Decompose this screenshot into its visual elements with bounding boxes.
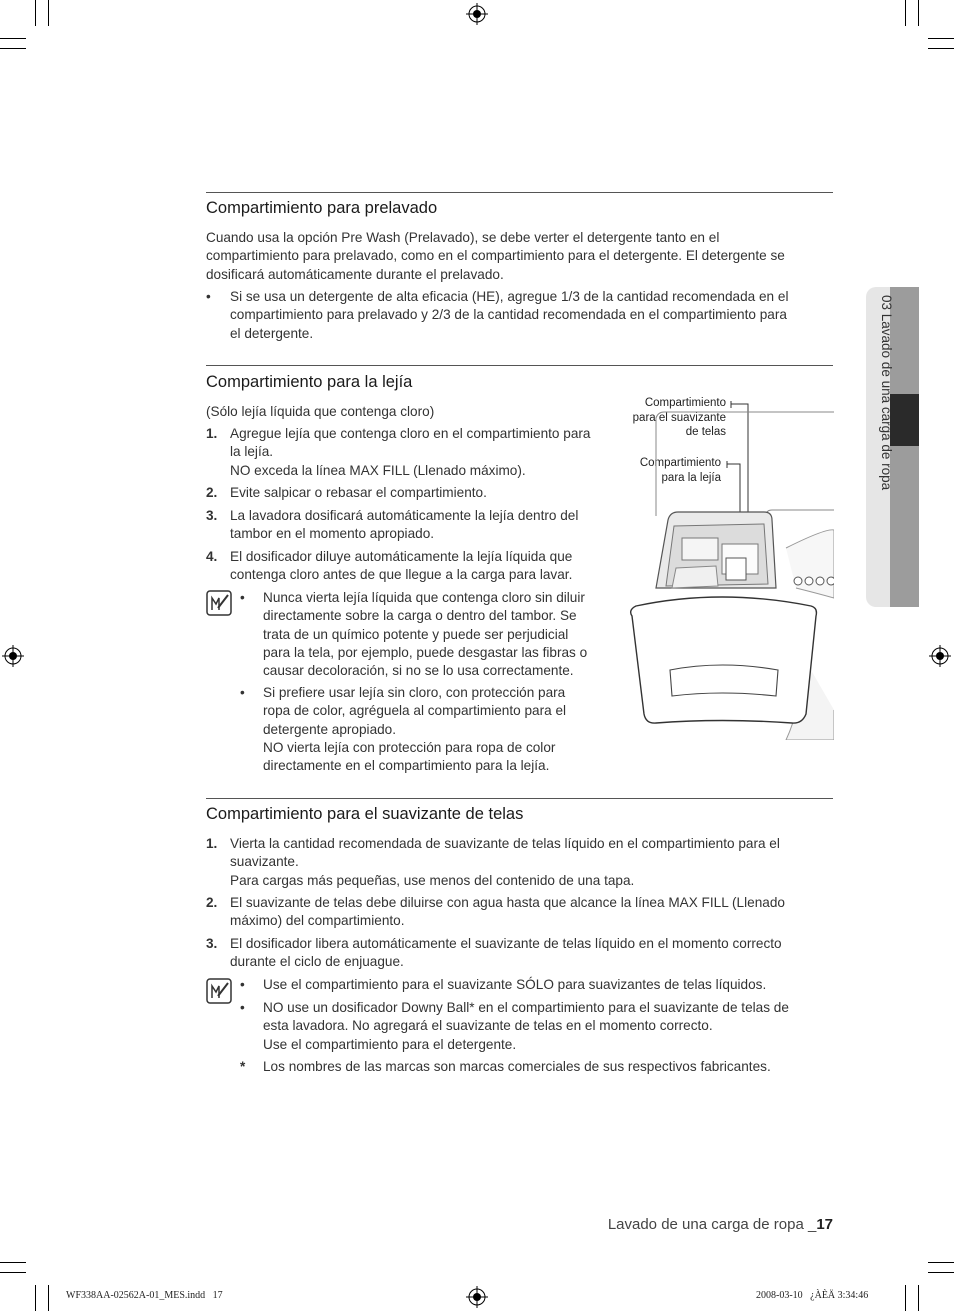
softener-step: Vierta la cantidad recomendada de suavizante de telas líquido en el compartimiento para el suavizante. Para cargas más pequeñas, use menos del contenido de una tapa. (230, 836, 780, 888)
bullet-marker: • (240, 590, 245, 605)
prewash-bullet: Si se usa un detergente de alta eficacia (HE), agregue 1/3 de la cantidad recomendada en el compartimiento para prelavado y 2/3 de la cantidad recomendada en el compartimiento para el detergente. (230, 289, 789, 341)
side-tab-dark-block (890, 394, 919, 446)
section-heading-bleach: Compartimiento para la lejía (206, 373, 413, 391)
registration-mark-icon (466, 1286, 488, 1308)
footnote: Los nombres de las marcas son marcas comerciales de sus respectivos fabricantes. (263, 1059, 771, 1074)
bullet-marker: • (206, 289, 211, 304)
bullet-marker: • (240, 685, 245, 700)
section-divider (206, 365, 833, 366)
bleach-note: Si prefiere usar lejía sin cloro, con protección para ropa de color, agréguela al compartimiento para el detergente apropiado. NO vierta lejía con protección para ropa de color directamente en el compartimiento para la lejía. (263, 685, 567, 774)
softener-note: NO use un dosificador Downy Ball* en el compartimiento para el suavizante de telas de esta lavadora. No agregará el suavizante de telas en el momento correcto. Use el compartimiento para el detergente. (263, 1000, 789, 1052)
softener-step: El suavizante de telas debe diluirse con agua hasta que alcance la línea MAX FILL (Llenado máximo) del compartimiento. (230, 895, 785, 929)
registration-mark-icon (2, 645, 24, 667)
bleach-step: Evite salpicar o rebasar el compartimiento. (230, 485, 487, 500)
bleach-note: Nunca vierta lejía líquida que contenga cloro sin diluir directamente sobre la carga o dentro del tambor. Se trata de un químico potente y puede ser perjudicial para la tela, por ejemplo, puede desgastar las fibras o causar decoloración, si no se lo usa correctamente. (263, 590, 588, 679)
section-divider (206, 798, 833, 799)
bleach-step: El dosificador diluye automáticamente la lejía líquida que contenga cloro antes de que llegue a la carga para lavar. (230, 549, 573, 583)
step-number: 3. (206, 508, 218, 523)
section-heading-softener: Compartimiento para el suavizante de telas (206, 805, 524, 823)
running-title: Lavado de una carga de ropa _ (607, 1216, 817, 1233)
timestamp: 2008-03-10 ¿ÀÈÄ 3:34:46 (756, 1290, 869, 1301)
footnote-marker: * (240, 1059, 246, 1074)
bullet-marker: • (240, 977, 245, 992)
section-divider (206, 192, 833, 193)
bleach-step: Agregue lejía que contenga cloro en el compartimiento para la lejía. NO exceda la línea MAX FILL (Llenado máximo). (230, 426, 591, 478)
figure-label-softener: Compartimiento para el suavizante de telas (632, 397, 726, 438)
prewash-paragraph: Cuando usa la opción Pre Wash (Prelavado), se debe verter el detergente tanto en el compartimiento para prelavado, como en el compartimiento para el detergente. El detergente se dosificará automáticamente durante el prelavado. (206, 230, 785, 282)
step-number: 2. (206, 485, 218, 500)
page-number: 17 (816, 1216, 833, 1233)
figure-label-bleach: Compartimiento para la lejía (639, 457, 721, 484)
softener-note: Use el compartimiento para el suavizante SÓLO para suavizantes de telas líquidos. (263, 977, 767, 992)
step-number: 1. (206, 836, 218, 851)
bullet-marker: • (240, 1000, 245, 1015)
note-icon (206, 590, 232, 616)
step-number: 4. (206, 549, 218, 564)
bleach-step: La lavadora dosificará automáticamente la lejía dentro del tambor en el momento apropiado. (230, 508, 579, 542)
side-tab-gray-block (890, 287, 919, 607)
dispenser-drawer-illustration (626, 398, 834, 740)
side-tab-label: 03 Lavado de una carga de ropa (879, 295, 894, 491)
registration-mark-icon (466, 3, 488, 25)
step-number: 3. (206, 936, 218, 951)
softener-step: El dosificador libera automáticamente el suavizante de telas líquido en el momento correcto durante el ciclo de enjuague. (230, 936, 782, 970)
step-number: 1. (206, 426, 218, 441)
running-footer (500, 1216, 833, 1233)
step-number: 2. (206, 895, 218, 910)
file-info: WF338AA-02562A-01_MES.indd 17 (66, 1290, 223, 1301)
note-icon (206, 978, 232, 1004)
registration-mark-icon (929, 645, 951, 667)
section-heading-prewash: Compartimiento para prelavado (206, 199, 438, 217)
bleach-intro: (Sólo lejía líquida que contenga cloro) (206, 404, 435, 419)
